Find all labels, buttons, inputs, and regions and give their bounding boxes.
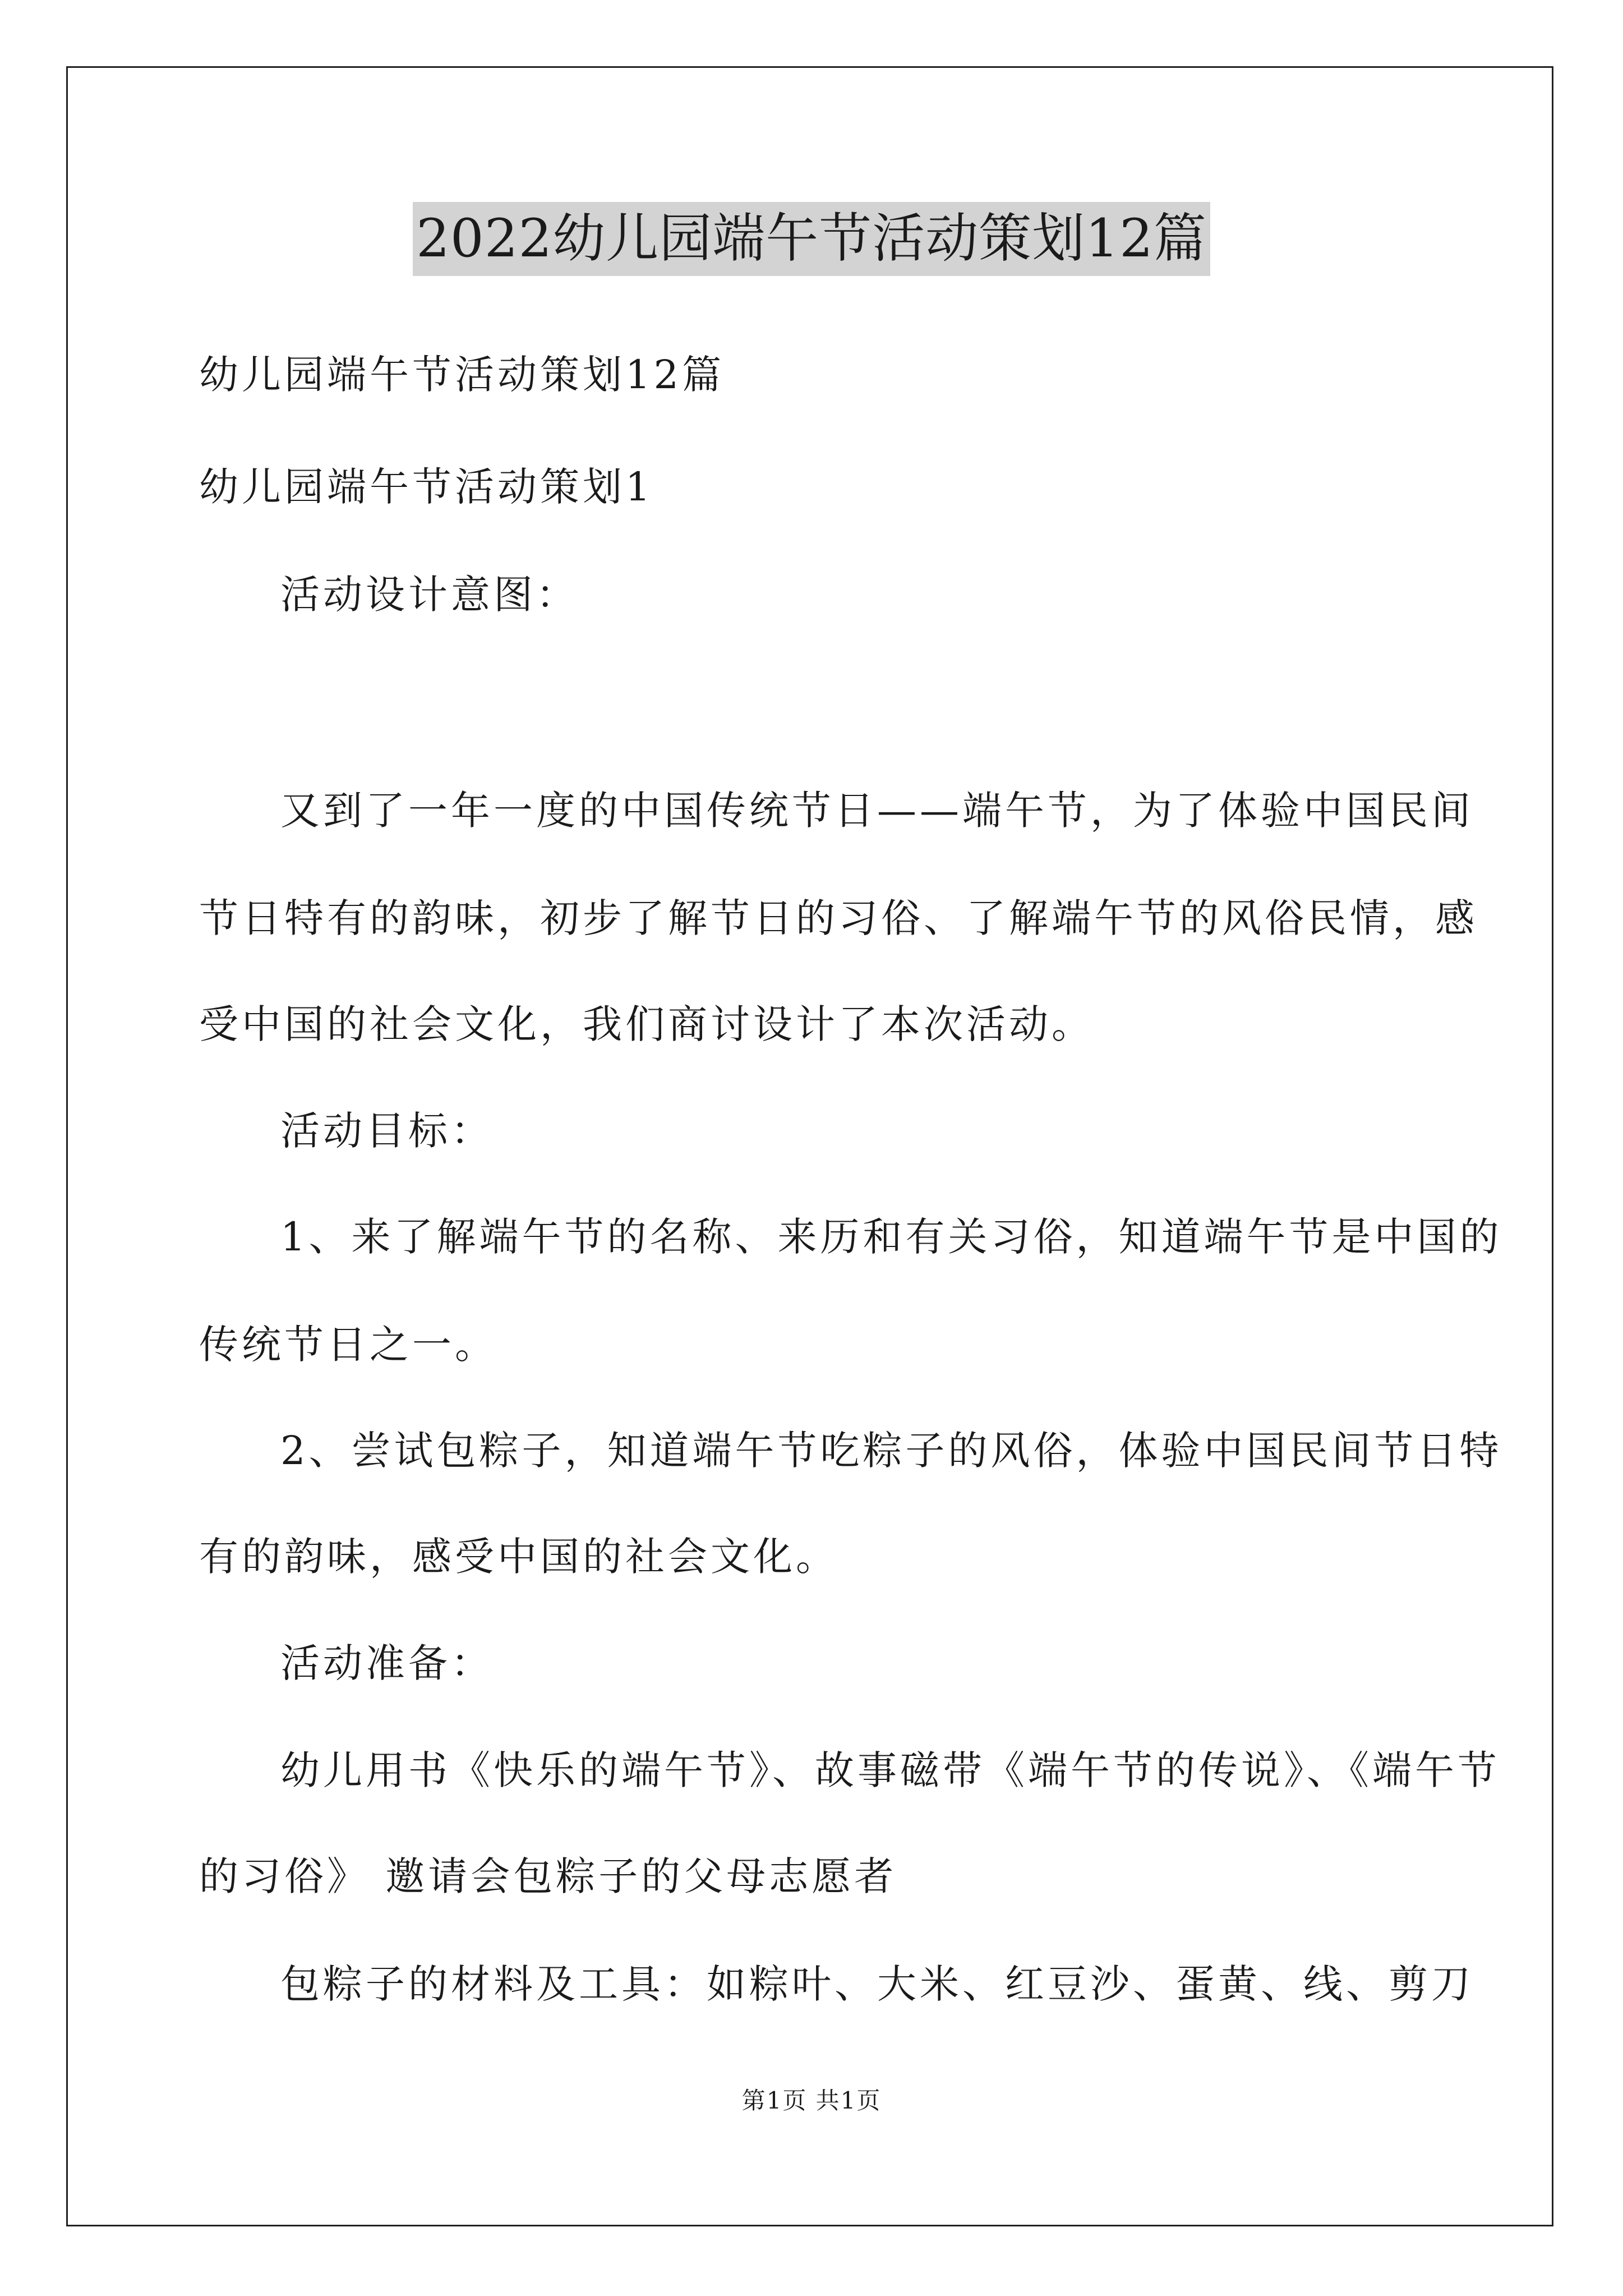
document-title: 2022幼儿园端午节活动策划12篇 <box>413 202 1210 276</box>
paragraph-line: 受中国的社会文化，我们商讨设计了本次活动。 <box>199 1001 1094 1047</box>
paragraph-line: 传统节日之一。 <box>199 1322 497 1368</box>
paragraph-heading: 活动准备： <box>280 1640 494 1686</box>
section-heading: 幼儿园端午节活动策划1 <box>199 464 654 510</box>
paragraph-heading: 活动设计意图： <box>280 572 579 618</box>
paragraph-line: 1、来了解端午节的名称、来历和有关习俗，知道端午节是中国的 <box>280 1214 1502 1260</box>
document-title-container <box>0 202 1623 280</box>
paragraph-line: 的习俗》 邀请会包粽子的父母志愿者 <box>199 1853 897 1899</box>
paragraph-line: 2、尝试包粽子，知道端午节吃粽子的风俗，体验中国民间节日特 <box>280 1428 1502 1474</box>
paragraph-line: 包粽子的材料及工具：如粽叶、大米、红豆沙、蛋黄、线、剪刀 <box>280 1961 1474 2007</box>
subtitle-line: 幼儿园端午节活动策划12篇 <box>199 352 725 398</box>
page-footer: 第1页 共1页 <box>741 2087 882 2114</box>
paragraph-line: 又到了一年一度的中国传统节日——端午节，为了体验中国民间 <box>280 788 1474 834</box>
paragraph-line: 幼儿用书《快乐的端午节》、故事磁带《端午节的传说》、《端午节 <box>280 1747 1500 1793</box>
paragraph-heading: 活动目标： <box>280 1108 494 1154</box>
paragraph-line: 节日特有的韵味，初步了解节日的习俗、了解端午节的风俗民情，感 <box>199 895 1478 941</box>
paragraph-line: 有的韵味，感受中国的社会文化。 <box>199 1534 838 1580</box>
